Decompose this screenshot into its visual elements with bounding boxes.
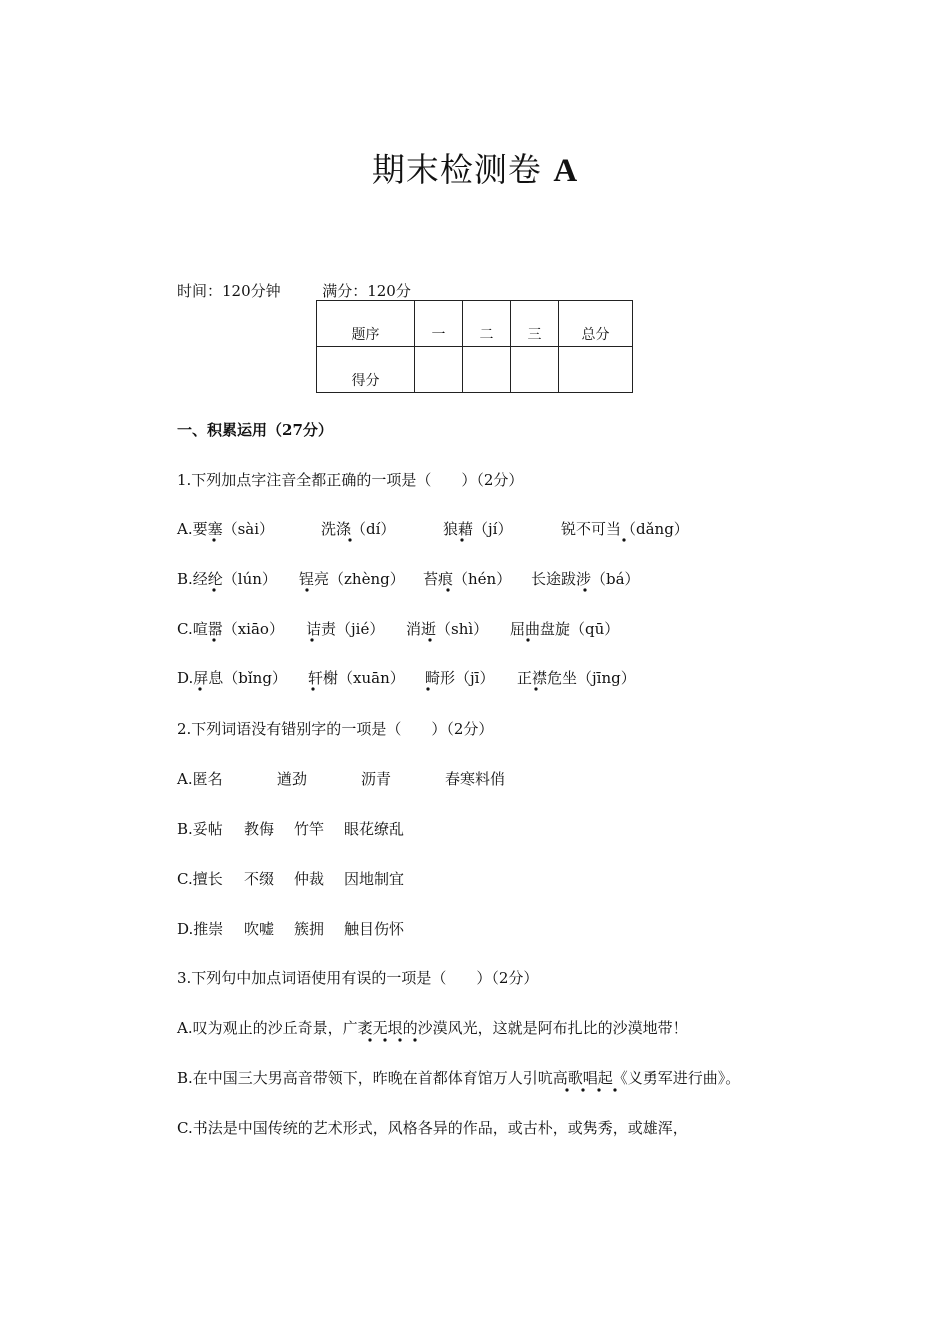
score-table xyxy=(316,300,633,393)
score-cell[interactable] xyxy=(463,347,511,393)
question-1-stem: 1.下列加点字注音全都正确的一项是（ ）（2分） xyxy=(177,471,524,489)
question-2-stem: 2.下列词语没有错别字的一项是（ ）（2分） xyxy=(177,720,494,738)
question-1-option-d: D.屏息（bǐng） 轩榭（xuān） 畸形（jī） 正襟危坐（jīng） xyxy=(177,669,636,687)
score-header-cell: 一 xyxy=(415,301,463,347)
question-1-option-a: A.要塞（sài） 洗涤（dí） 狼藉（jí） 锐不可当（dǎng） xyxy=(177,520,689,538)
question-2-option-a: A.匿名 遒劲 沥青 春寒料俏 xyxy=(177,770,506,788)
question-2-option-b: B.妥帖 教侮 竹竿 眼花缭乱 xyxy=(177,820,405,838)
score-cell[interactable] xyxy=(415,347,463,393)
section-heading: 一、积累运用（27分） xyxy=(177,421,333,439)
score-header-cell: 二 xyxy=(463,301,511,347)
score-cell[interactable] xyxy=(559,347,633,393)
question-2-option-c: C.擅长 不缀 仲裁 因地制宜 xyxy=(177,870,405,888)
score-header-cell: 总分 xyxy=(559,301,633,347)
score-row-label: 得分 xyxy=(317,347,415,393)
question-3-option-a: A.叹为观止的沙丘奇景，广袤无垠的沙漠风光，这就是阿布扎比的沙漠地带！ xyxy=(177,1019,688,1037)
question-1-option-c: C.喧嚣（xiāo） 诘责（jié） 消逝（shì） 屈曲盘旋（qū） xyxy=(177,620,620,638)
question-3-stem: 3.下列句中加点词语使用有误的一项是（ ）（2分） xyxy=(177,969,539,987)
score-table-row xyxy=(317,347,633,393)
exam-meta xyxy=(177,280,411,301)
score-cell[interactable] xyxy=(511,347,559,393)
score-header-cell: 题序 xyxy=(317,301,415,347)
question-2-option-d: D.推崇 吹嘘 簇拥 触目伤怀 xyxy=(177,920,405,938)
score-table-header-row xyxy=(317,301,633,347)
page-title: 期末检测卷 A xyxy=(371,150,579,189)
exam-full-score: 满分：120分 xyxy=(322,282,411,300)
question-1-option-b: B.经纶（lún） 锃亮（zhèng） 苔痕（hén） 长途跋涉（bá） xyxy=(177,570,640,588)
question-3-option-c: C.书法是中国传统的艺术形式，风格各异的作品，或古朴，或隽秀，或雄浑， xyxy=(177,1119,688,1137)
exam-time: 时间：120分钟 xyxy=(177,282,281,300)
score-header-cell: 三 xyxy=(511,301,559,347)
question-3-option-b: B.在中国三大男高音带领下，昨晚在首都体育馆万人引吭高歌唱起《义勇军进行曲》。 xyxy=(177,1069,741,1087)
